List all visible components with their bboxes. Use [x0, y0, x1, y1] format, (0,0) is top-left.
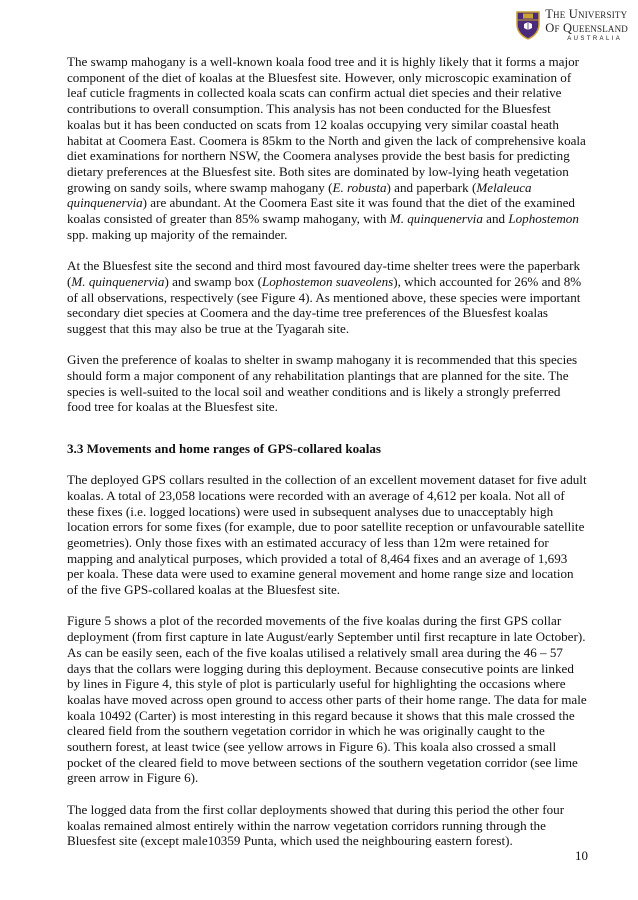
paragraph-gps-dataset: The deployed GPS collars resulted in the collection of an excellent movement dataset for five adult koalas. A total of 23,058 locations were recorded with an average of 4,612 per koala. Not all of these fixes (i.e. logged locations) were used in subsequent analyses due to unacceptably high location errors for some fixes (for example, due to poor satellite reception or unfavourable satellite geometries). Only those fixes with an estimated accuracy of less than 12m were retained for mapping and analytical purposes, which provided a total of 8,464 fixes and an average of 1,693 per koala. These data were used to examine general movement and home range size and location of the five GPS-collared koalas at the Bluesfest site. [67, 472, 587, 598]
university-logo [515, 8, 628, 42]
section-heading: 3.3 Movements and home ranges of GPS-collared koalas [67, 441, 381, 457]
crest-icon [515, 10, 541, 40]
page-number: 10 [575, 848, 588, 863]
paragraph-movements: Figure 5 shows a plot of the recorded movements of the five koalas during the first GPS collar deployment (from first capture in late August/early September until first recapture in late October). As can be easily seen, each of the five koalas utilised a relatively small area during the 46 – 57 days that the collars were logging during this deployment. Because consecutive points are linked by lines in Figure 4, this style of plot is particularly useful for highlighting the occasions where koalas have moved across open ground to access other parts of their home range. The data for male koala 10492 (Carter) is most interesting in this regard because it shows that this male crossed the cleared field from the southern vegetation corridor in which he was originally caught to the southern forest, at least twice (see yellow arrows in Figure 6). This koala also crossed a small pocket of the cleared field to move between sections of the southern vegetation corridor (see lime green arrow in Figure 6). [67, 613, 587, 786]
university-name [545, 8, 628, 42]
paragraph-shelter-trees: At the Bluesfest site the second and third most favoured day-time shelter trees were the paperbark (M. quinquenervia) and swamp box (Lophostemon suaveolens), which accounted for 26% and 8% of all observations, respectively (see Figure 4). As mentioned above, these species were important secondary diet species at Coomera and the day-time tree preferences of the Bluesfest koalas suggest that this may also be true at the Tyagarah site. [67, 258, 582, 336]
document-body [67, 54, 587, 865]
university-name-line1: The University [545, 7, 628, 21]
paragraph-recommendation: Given the preference of koalas to shelter in swamp mahogany it is recommended that this species should form a major component of any rehabilitation plantings that are planned for the site. The species is well-suited to the local soil and weather conditions and is likely a strongly preferred food tree for koalas at the Bluesfest site. [67, 352, 578, 415]
university-country: AUSTRALIA [567, 36, 623, 42]
university-name-line2: Of Queensland [545, 20, 628, 35]
paragraph-diet: The swamp mahogany is a well-known koala food tree and it is highly likely that it forms a major component of the diet of koalas at the Bluesfest site. However, only microscopic examination of leaf cuticle fragments in collected koala scats can confirm actual diet species and their relative contributions to overall consumption. This analysis has not been conducted for the Bluesfest koalas but it has been conducted on scats from 12 koalas occupying very similar coastal heath habitat at Coomera East. Coomera is 85km to the North and given the lack of comprehensive koala diet examinations for northern NSW, the Coomera analyses provide the best basis for predicting dietary preferences at the Bluesfest site. Both sites are dominated by low-lying heath vegetation growing on sandy soils, where swamp mahogany (E. robusta) and paperbark (Melaleuca quinquenervia) are abundant. At the Coomera East site it was found that the diet of the examined koalas consisted of greater than 85% swamp mahogany, with M. quinquenervia and Lophostemon spp. making up majority of the remainder. [67, 54, 586, 242]
paragraph-corridors: The logged data from the first collar deployments showed that during this period the other four koalas remained almost entirely within the narrow vegetation corridors running through the Bluesfest site (except male10359 Punta, which used the neighbouring eastern forest). [67, 801, 565, 849]
